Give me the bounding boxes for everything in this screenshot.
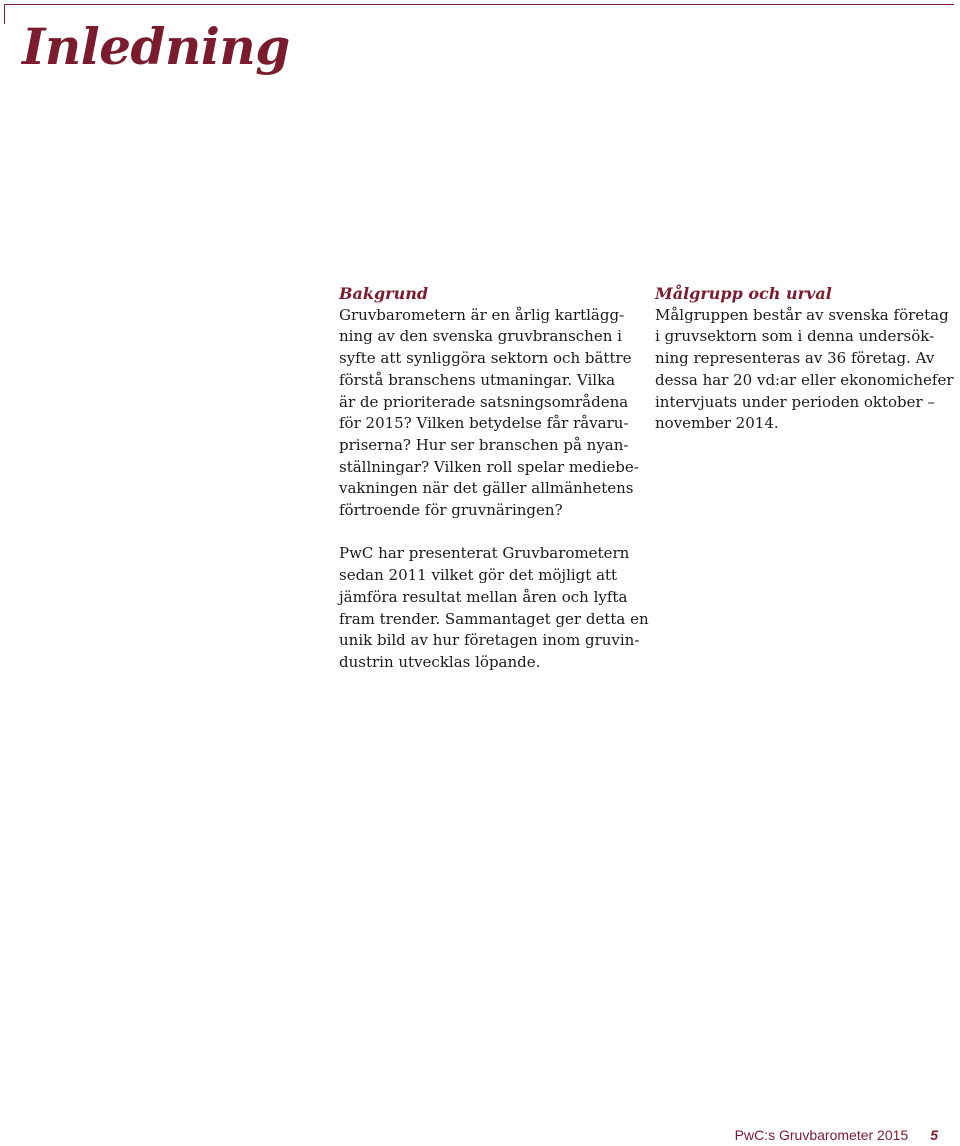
- text-line: ställningar? Vilken roll spelar mediebe-: [339, 457, 639, 476]
- text-line: förstå branschens utmaningar. Vilka: [339, 370, 616, 389]
- text-line: priserna? Hur ser branschen på nyan-: [339, 435, 629, 454]
- text-line: dessa har 20 vd:ar eller ekonomichefer: [655, 370, 954, 389]
- text-line: för 2015? Vilken betydelse får råvaru-: [339, 414, 629, 433]
- text-line: dustrin utvecklas löpande.: [339, 652, 541, 671]
- text-line: fram trender. Sammantaget ger detta en: [339, 609, 649, 628]
- background-paragraph: [339, 305, 649, 522]
- page-footer: [735, 1127, 938, 1143]
- history-paragraph: [339, 543, 649, 673]
- text-line: vakningen när det gäller allmänhetens: [339, 479, 634, 498]
- text-line: ning representeras av 36 företag. Av: [655, 349, 935, 368]
- text-line: unik bild av hur företagen inom gruvin-: [339, 631, 640, 650]
- publication-name: PwC:s Gruvbarometer 2015: [734, 1127, 909, 1143]
- text-line: november 2014.: [655, 414, 779, 433]
- text-line: syfte att synliggöra sektorn och bättre: [339, 349, 632, 368]
- background-column: [339, 283, 649, 674]
- target-group-paragraph: [655, 305, 955, 435]
- text-line: jämföra resultat mellan åren och lyfta: [339, 587, 628, 606]
- text-line: ning av den svenska gruvbranschen i: [339, 327, 622, 346]
- text-line: Gruvbarometern är en årlig kartlägg-: [339, 305, 625, 324]
- paragraph-gap: [339, 522, 649, 544]
- text-line: intervjuats under perioden oktober –: [655, 392, 935, 411]
- text-line: är de prioriterade satsningsområdena: [339, 392, 629, 411]
- text-line: sedan 2011 vilket gör det möjligt att: [339, 566, 618, 585]
- text-line: i gruvsektorn som i denna undersök-: [655, 327, 935, 346]
- text-line: PwC har presenterat Gruvbarometern: [339, 544, 630, 563]
- text-line: förtroende för gruvnäringen?: [339, 501, 563, 520]
- page-number: 5: [930, 1127, 938, 1143]
- target-group-column: [655, 283, 955, 435]
- background-heading: Bakgrund: [339, 284, 429, 303]
- page-title: Inledning: [22, 17, 290, 76]
- target-group-heading: Målgrupp och urval: [655, 284, 832, 303]
- text-line: Målgruppen består av svenska företag: [655, 305, 949, 324]
